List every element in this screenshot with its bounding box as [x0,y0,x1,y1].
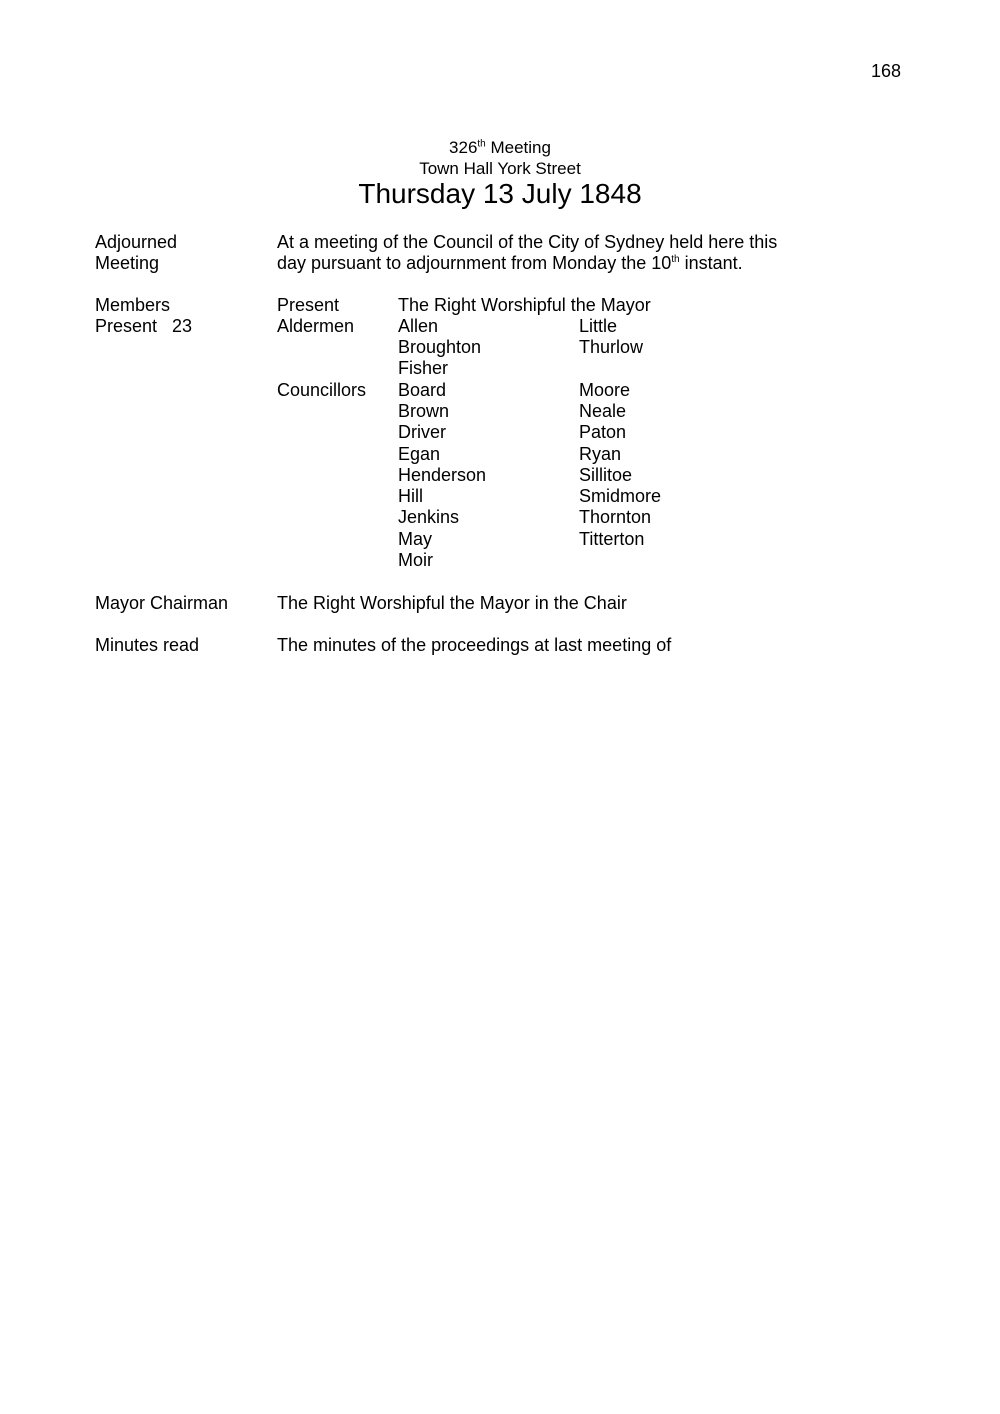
councillor-name: Paton [579,422,627,442]
margin-note-present-count: Present 23 [95,316,193,336]
councillors-label: Councillors [277,380,367,400]
minutes-text: The minutes of the proceedings at last meeting of [277,635,672,655]
councillor-name: Brown [398,401,450,421]
margin-note-adjourned: Adjourned [95,232,178,252]
meeting-number-value: 326 [449,138,478,157]
councillor-name: Jenkins [398,507,460,527]
aldermen-name: Broughton [398,337,482,357]
adjourned-text-part-a: day pursuant to adjournment from Monday the 10 [277,253,672,273]
aldermen-name: Thurlow [579,337,644,357]
aldermen-label: Aldermen [277,316,355,336]
councillor-name: Henderson [398,465,487,485]
meeting-date-title: Thursday 13 July 1848 [358,178,642,209]
councillor-name: Moore [579,380,631,400]
councillor-name: Neale [579,401,627,421]
councillor-name: Sillitoe [579,465,633,485]
margin-note-chairman: Mayor Chairman [95,593,229,613]
meeting-number-suffix: th [477,138,486,150]
councillor-name: Egan [398,444,441,464]
meeting-venue: Town Hall York Street [419,159,581,178]
aldermen-name: Allen [398,316,439,336]
councillor-name: Smidmore [579,486,662,506]
councillor-name: Titterton [579,529,645,549]
meeting-number [0,137,1000,158]
councillor-name: Driver [398,422,446,442]
aldermen-name: Little [579,316,618,336]
councillor-name: Moir [398,550,433,570]
chairman-text: The Right Worshipful the Mayor in the Chair [277,593,627,613]
councillor-name: Thornton [579,507,652,527]
councillor-name: May [398,529,433,549]
councillor-name: Board [398,380,447,400]
councillor-name: Ryan [579,444,622,464]
adjourned-text-line1: At a meeting of the Council of the City of Sydney held here this [277,232,778,252]
present-value: The Right Worshipful the Mayor [398,295,651,315]
aldermen-name: Fisher [398,358,449,378]
margin-note-minutes: Minutes read [95,635,200,655]
page-number: 168 [871,61,902,81]
councillor-name: Hill [398,486,423,506]
margin-note-meeting: Meeting [95,253,160,273]
present-label: Present [277,295,340,315]
adjourned-text-sup: th [671,254,680,265]
meeting-word: Meeting [485,138,551,157]
adjourned-text-line2 [277,253,743,274]
margin-note-members: Members [95,295,171,315]
adjourned-text-part-b: instant. [679,253,743,273]
